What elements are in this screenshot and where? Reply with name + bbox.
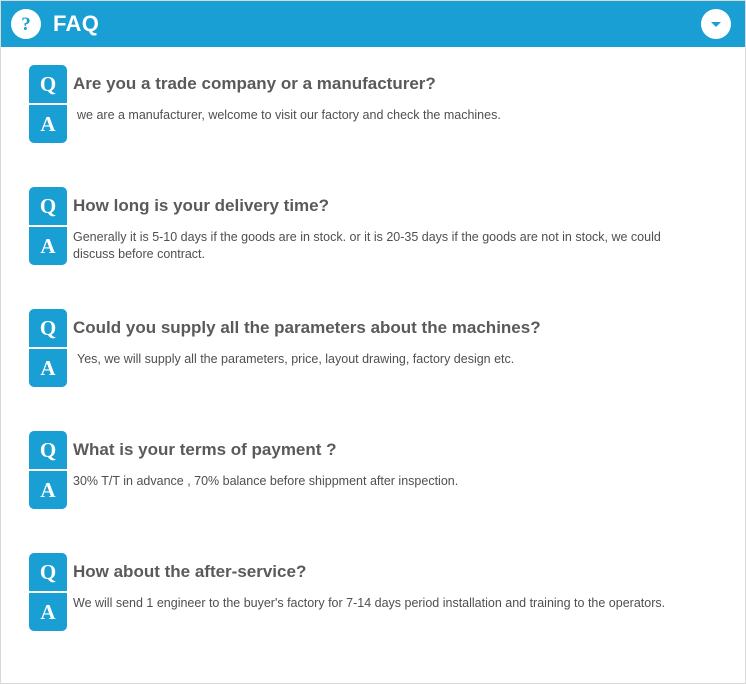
question-marker: Q [29,187,67,225]
faq-question: Are you a trade company or a manufacturer? [73,74,436,93]
faq-question: How long is your delivery time? [73,196,329,215]
qa-markers [29,309,67,387]
qa-markers [29,553,67,631]
faq-item [1,309,745,393]
faq-item [1,187,745,271]
faq-text [73,553,721,612]
chevron-down-icon[interactable] [701,9,731,39]
faq-answer: Generally it is 5-10 days if the goods are in stock. or it is 20-35 days if the goods are not in stock, we could discuss before contract. [73,230,661,261]
answer-marker: A [29,105,67,143]
faq-answer: Yes, we will supply all the parameters, price, layout drawing, factory design etc. [77,352,515,366]
answer-marker: A [29,349,67,387]
faq-item [1,553,745,637]
question-mark-icon [11,9,41,39]
faq-text [73,187,721,263]
faq-answer: we are a manufacturer, welcome to visit our factory and check the machines. [77,108,501,122]
answer-marker: A [29,593,67,631]
svg-text:?: ? [21,14,31,35]
qa-markers [29,187,67,265]
answer-marker: A [29,227,67,265]
faq-answer: 30% T/T in advance , 70% balance before shippment after inspection. [73,474,459,488]
qa-markers [29,65,67,143]
question-marker: Q [29,553,67,591]
question-marker: Q [29,431,67,469]
qa-markers [29,431,67,509]
faq-text [73,65,721,124]
faq-item [1,431,745,515]
faq-question: Could you supply all the parameters about the machines? [73,318,541,337]
faq-header [1,1,745,47]
faq-item [1,65,745,149]
faq-question: How about the after-service? [73,562,307,581]
answer-marker: A [29,471,67,509]
question-marker: Q [29,65,67,103]
question-marker: Q [29,309,67,347]
faq-text [73,431,721,490]
page-title: FAQ [53,11,100,36]
faq-list [1,47,745,637]
faq-answer: We will send 1 engineer to the buyer's factory for 7-14 days period installation and training to the operators. [73,596,666,610]
faq-question: What is your terms of payment ? [73,440,337,459]
faq-text [73,309,721,368]
